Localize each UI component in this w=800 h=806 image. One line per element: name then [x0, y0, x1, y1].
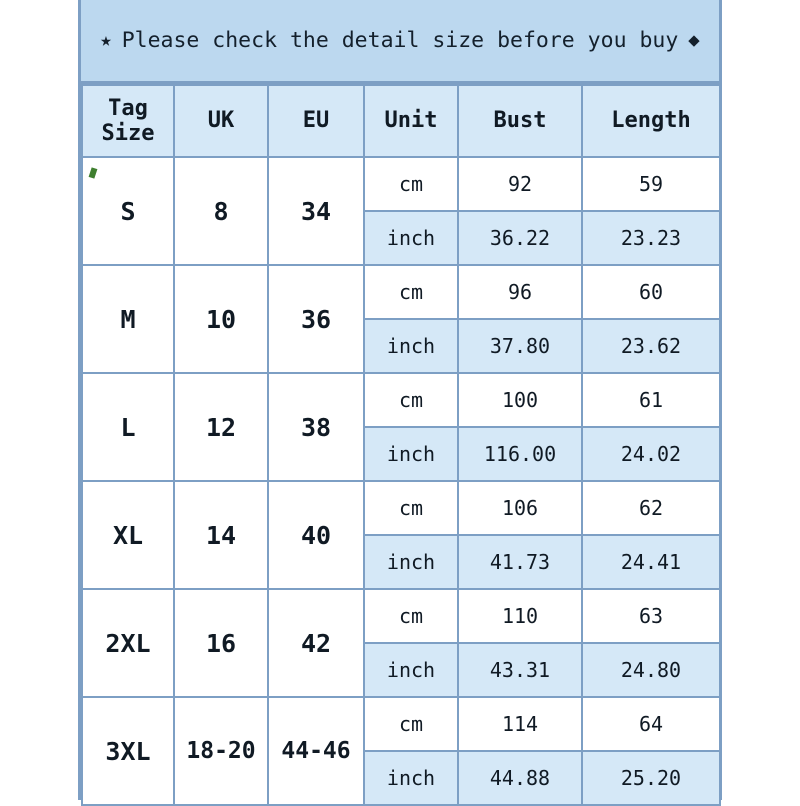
cell-tag-size: M — [82, 265, 174, 373]
cell-eu: 38 — [268, 373, 364, 481]
notice-banner — [81, 0, 719, 84]
column-header-tag-size — [82, 85, 174, 157]
cell-tag-size: 2XL — [82, 589, 174, 697]
table-row — [82, 373, 720, 427]
cell-uk: 8 — [174, 157, 268, 265]
table-row — [82, 265, 720, 319]
column-header-uk: UK — [174, 85, 268, 157]
cell-bust-inch: 41.73 — [458, 535, 582, 589]
cell-uk: 16 — [174, 589, 268, 697]
header-row — [82, 85, 720, 157]
diamond-icon: ◆ — [688, 29, 700, 51]
table-body — [82, 157, 720, 805]
cell-eu: 40 — [268, 481, 364, 589]
cell-length-cm: 61 — [582, 373, 720, 427]
cell-bust-inch: 43.31 — [458, 643, 582, 697]
cell-unit-inch: inch — [364, 211, 458, 265]
cell-length-inch: 24.41 — [582, 535, 720, 589]
cell-unit-inch: inch — [364, 751, 458, 805]
cell-bust-cm: 110 — [458, 589, 582, 643]
cell-bust-inch: 44.88 — [458, 751, 582, 805]
notice-text: Please check the detail size before you buy — [121, 28, 679, 53]
cell-length-inch: 24.02 — [582, 427, 720, 481]
size-chart-container — [78, 0, 722, 800]
cell-uk: 10 — [174, 265, 268, 373]
size-table — [81, 84, 721, 806]
cell-bust-cm: 96 — [458, 265, 582, 319]
cell-length-cm: 59 — [582, 157, 720, 211]
column-header-length: Length — [582, 85, 720, 157]
cell-length-inch: 23.23 — [582, 211, 720, 265]
cell-bust-cm: 114 — [458, 697, 582, 751]
tag-size-line2: Size — [101, 121, 155, 146]
table-row — [82, 481, 720, 535]
cell-length-cm: 62 — [582, 481, 720, 535]
tag-size-line1: Tag — [108, 95, 148, 121]
cell-uk: 14 — [174, 481, 268, 589]
cell-length-inch: 24.80 — [582, 643, 720, 697]
cell-uk: 18-20 — [174, 697, 268, 805]
cell-unit-cm: cm — [364, 265, 458, 319]
cell-eu: 36 — [268, 265, 364, 373]
column-header-eu: EU — [268, 85, 364, 157]
cell-tag-size: 3XL — [82, 697, 174, 805]
cell-bust-inch: 36.22 — [458, 211, 582, 265]
cell-unit-cm: cm — [364, 697, 458, 751]
cell-eu: 42 — [268, 589, 364, 697]
table-header — [82, 85, 720, 157]
cell-unit-cm: cm — [364, 157, 458, 211]
cell-unit-inch: inch — [364, 319, 458, 373]
cell-unit-cm: cm — [364, 481, 458, 535]
cell-unit-inch: inch — [364, 535, 458, 589]
cell-bust-inch: 37.80 — [458, 319, 582, 373]
cell-tag-size: L — [82, 373, 174, 481]
cell-unit-cm: cm — [364, 589, 458, 643]
cell-tag-size: XL — [82, 481, 174, 589]
cell-bust-cm: 92 — [458, 157, 582, 211]
cell-eu: 34 — [268, 157, 364, 265]
cell-bust-cm: 100 — [458, 373, 582, 427]
cell-bust-cm: 106 — [458, 481, 582, 535]
cell-length-cm: 60 — [582, 265, 720, 319]
cell-unit-inch: inch — [364, 643, 458, 697]
cell-bust-inch: 116.00 — [458, 427, 582, 481]
left-margin — [0, 0, 78, 800]
cell-length-inch: 23.62 — [582, 319, 720, 373]
table-row — [82, 697, 720, 751]
cell-uk: 12 — [174, 373, 268, 481]
column-header-unit: Unit — [364, 85, 458, 157]
table-row — [82, 157, 720, 211]
cell-tag-size: S — [82, 157, 174, 265]
cell-unit-inch: inch — [364, 427, 458, 481]
table-row — [82, 589, 720, 643]
cell-unit-cm: cm — [364, 373, 458, 427]
cell-length-inch: 25.20 — [582, 751, 720, 805]
star-icon: ★ — [100, 29, 112, 51]
cell-eu: 44-46 — [268, 697, 364, 805]
cell-length-cm: 64 — [582, 697, 720, 751]
cell-length-cm: 63 — [582, 589, 720, 643]
column-header-bust: Bust — [458, 85, 582, 157]
